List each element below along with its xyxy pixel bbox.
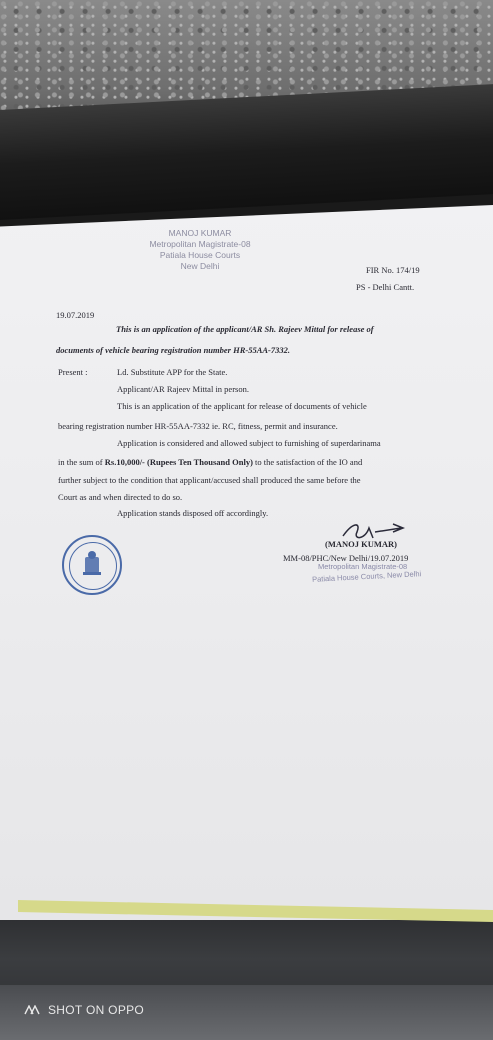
- para2-line2-a: in the sum of: [58, 457, 105, 467]
- para1-line2: bearing registration number HR-55AA-7332 ie. RC, fitness, permit and insurance.: [58, 421, 338, 431]
- signatory-designation: MM-08/PHC/New Delhi/19.07.2019: [283, 553, 409, 563]
- emblem-icon: [64, 537, 120, 593]
- present-app: Ld. Substitute APP for the State.: [117, 367, 228, 377]
- letterhead-title: Metropolitan Magistrate-08: [149, 239, 251, 249]
- stamp-line1: Metropolitan Magistrate-08: [318, 562, 408, 571]
- para2-line1: Application is considered and allowed subject to furnishing of superdarinama: [117, 438, 381, 448]
- bail-amount: Rs.10,000/- (Rupees Ten Thousand Only): [104, 457, 253, 467]
- para2-line2-c: to the satisfaction of the IO and: [252, 457, 363, 467]
- oppo-logo-icon: [24, 1005, 44, 1015]
- letterhead-name: MANOJ KUMAR: [168, 228, 232, 238]
- letterhead-city: New Delhi: [180, 261, 220, 271]
- signatory-name: (MANOJ KUMAR): [325, 539, 397, 549]
- para2-line3: further subject to the condition that applicant/accused shall produced the same before the: [58, 475, 361, 485]
- para2-line4: Court as and when directed to do so.: [58, 492, 183, 502]
- official-seal: [62, 535, 122, 595]
- camera-watermark: SHOT ON OPPO: [48, 1003, 145, 1017]
- present-label: Present :: [58, 367, 88, 377]
- order-heading-line2: documents of vehicle bearing registration number HR-55AA-7332.: [56, 345, 290, 355]
- stamp-line2: Patiala House Courts, New Delhi: [311, 569, 422, 584]
- letterhead-court: Patiala House Courts: [159, 250, 241, 260]
- order-date: 19.07.2019: [56, 310, 95, 320]
- para2-line2: [58, 457, 362, 467]
- order-heading-line1: This is an application of the applicant/AR Sh. Rajeev Mittal for release of: [116, 324, 374, 334]
- police-station: PS - Delhi Cantt.: [356, 282, 415, 292]
- para3: Application stands disposed off accordingly.: [117, 508, 269, 518]
- fir-number: FIR No. 174/19: [366, 265, 420, 275]
- present-applicant: Applicant/AR Rajeev Mittal in person.: [117, 384, 249, 394]
- para1-line1: This is an application of the applicant for release of documents of vehicle: [117, 401, 367, 411]
